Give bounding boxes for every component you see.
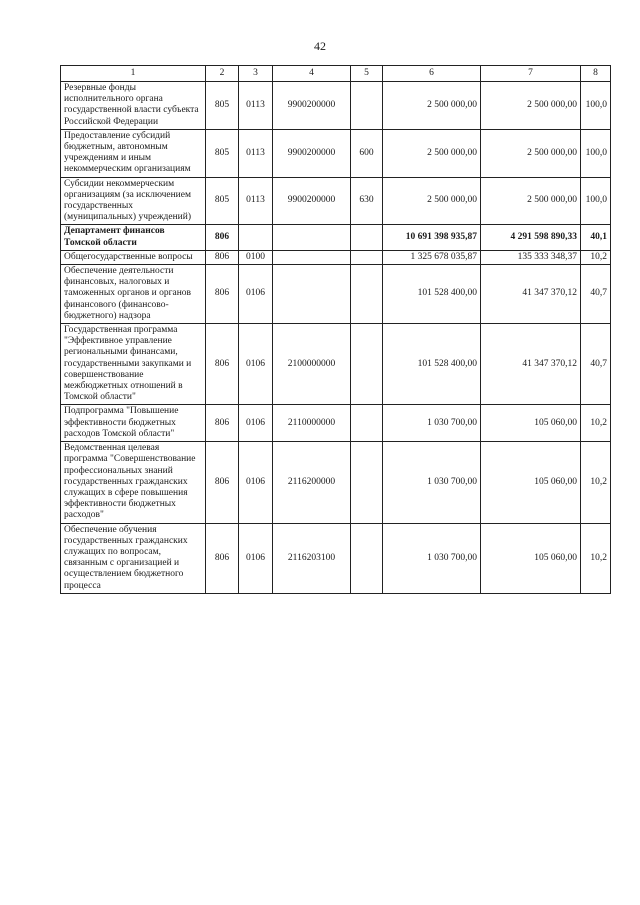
- row-fact-cell: 2 500 000,00: [481, 129, 581, 177]
- row-percent-cell: 100,0: [581, 129, 611, 177]
- row-razdel-cell: 0106: [239, 265, 273, 324]
- row-ved-cell: 806: [206, 324, 239, 405]
- row-fact-cell: 2 500 000,00: [481, 177, 581, 225]
- row-ved-cell: 806: [206, 405, 239, 442]
- row-plan-cell: 101 528 400,00: [383, 324, 481, 405]
- row-csr-cell: [273, 225, 351, 250]
- column-header: 1: [61, 66, 206, 82]
- row-razdel-cell: [239, 225, 273, 250]
- row-plan-cell: 2 500 000,00: [383, 82, 481, 130]
- column-header: 2: [206, 66, 239, 82]
- row-percent-cell: 10,2: [581, 442, 611, 523]
- row-ved-cell: 806: [206, 225, 239, 250]
- table-row: [61, 177, 611, 225]
- row-csr-cell: 9900200000: [273, 82, 351, 130]
- table-row: [61, 225, 611, 250]
- row-csr-cell: 2110000000: [273, 405, 351, 442]
- row-fact-cell: 135 333 348,37: [481, 250, 581, 264]
- row-razdel-cell: 0113: [239, 177, 273, 225]
- row-percent-cell: 40,7: [581, 324, 611, 405]
- row-ved-cell: 806: [206, 442, 239, 523]
- row-percent-cell: 40,7: [581, 265, 611, 324]
- row-ved-cell: 806: [206, 250, 239, 264]
- row-percent-cell: 10,2: [581, 523, 611, 593]
- row-name-cell: Департамент финансов Томской области: [61, 225, 206, 250]
- row-plan-cell: 101 528 400,00: [383, 265, 481, 324]
- row-vr-cell: 630: [351, 177, 383, 225]
- row-percent-cell: 40,1: [581, 225, 611, 250]
- row-name-cell: Субсидии некоммерческим организациям (за исключением государственных (муниципальных) учреждений): [61, 177, 206, 225]
- row-percent-cell: 100,0: [581, 177, 611, 225]
- column-header: 4: [273, 66, 351, 82]
- row-razdel-cell: 0113: [239, 129, 273, 177]
- row-name-cell: Ведомственная целевая программа "Совершенствование профессиональных знаний государственных гражданских служащих в сфере повышения эффективности бюджетных расходов": [61, 442, 206, 523]
- row-fact-cell: 105 060,00: [481, 523, 581, 593]
- row-razdel-cell: 0106: [239, 523, 273, 593]
- row-csr-cell: 9900200000: [273, 177, 351, 225]
- table-row: [61, 523, 611, 593]
- table-row: [61, 129, 611, 177]
- row-razdel-cell: 0106: [239, 405, 273, 442]
- row-csr-cell: 2100000000: [273, 324, 351, 405]
- row-fact-cell: 105 060,00: [481, 442, 581, 523]
- row-vr-cell: [351, 405, 383, 442]
- row-percent-cell: 10,2: [581, 250, 611, 264]
- row-fact-cell: 41 347 370,12: [481, 265, 581, 324]
- row-name-cell: Государственная программа "Эффективное управление региональными финансами, государственными закупками и совершенствование межбюджетных отношений в Томской области": [61, 324, 206, 405]
- row-razdel-cell: 0106: [239, 442, 273, 523]
- row-vr-cell: [351, 523, 383, 593]
- row-name-cell: Обеспечение деятельности финансовых, налоговых и таможенных органов и органов финансового (финансово-бюджетного) надзора: [61, 265, 206, 324]
- column-header: 6: [383, 66, 481, 82]
- row-razdel-cell: 0106: [239, 324, 273, 405]
- row-plan-cell: 1 030 700,00: [383, 523, 481, 593]
- table-row: [61, 250, 611, 264]
- row-plan-cell: 1 030 700,00: [383, 405, 481, 442]
- row-csr-cell: [273, 250, 351, 264]
- row-name-cell: Резервные фонды исполнительного органа государственной власти субъекта Российской Федерации: [61, 82, 206, 130]
- row-csr-cell: 2116203100: [273, 523, 351, 593]
- row-csr-cell: 9900200000: [273, 129, 351, 177]
- row-plan-cell: 1 030 700,00: [383, 442, 481, 523]
- row-vr-cell: [351, 82, 383, 130]
- row-fact-cell: 4 291 598 890,33: [481, 225, 581, 250]
- row-name-cell: Общегосударственные вопросы: [61, 250, 206, 264]
- row-ved-cell: 806: [206, 523, 239, 593]
- budget-table: [60, 65, 611, 594]
- row-csr-cell: [273, 265, 351, 324]
- column-header: 7: [481, 66, 581, 82]
- header-row: [61, 66, 611, 82]
- row-ved-cell: 806: [206, 265, 239, 324]
- table-row: [61, 405, 611, 442]
- row-name-cell: Обеспечение обучения государственных гражданских служащих по вопросам, связанным с организацией и осуществлением бюджетного процесса: [61, 523, 206, 593]
- row-razdel-cell: 0100: [239, 250, 273, 264]
- table-row: [61, 82, 611, 130]
- row-name-cell: Подпрограмма "Повышение эффективности бюджетных расходов Томской области": [61, 405, 206, 442]
- row-ved-cell: 805: [206, 177, 239, 225]
- row-fact-cell: 105 060,00: [481, 405, 581, 442]
- page-number: 42: [314, 39, 326, 53]
- row-ved-cell: 805: [206, 82, 239, 130]
- row-percent-cell: 10,2: [581, 405, 611, 442]
- row-vr-cell: [351, 265, 383, 324]
- row-vr-cell: 600: [351, 129, 383, 177]
- row-vr-cell: [351, 442, 383, 523]
- row-plan-cell: 2 500 000,00: [383, 129, 481, 177]
- table-row: [61, 442, 611, 523]
- table-row: [61, 265, 611, 324]
- row-vr-cell: [351, 250, 383, 264]
- column-header: 8: [581, 66, 611, 82]
- column-header: 3: [239, 66, 273, 82]
- row-fact-cell: 2 500 000,00: [481, 82, 581, 130]
- row-ved-cell: 805: [206, 129, 239, 177]
- row-name-cell: Предоставление субсидий бюджетным, автономным учреждениям и иным некоммерческим организациям: [61, 129, 206, 177]
- row-plan-cell: 1 325 678 035,87: [383, 250, 481, 264]
- row-fact-cell: 41 347 370,12: [481, 324, 581, 405]
- row-percent-cell: 100,0: [581, 82, 611, 130]
- column-header: 5: [351, 66, 383, 82]
- row-vr-cell: [351, 225, 383, 250]
- row-vr-cell: [351, 324, 383, 405]
- row-razdel-cell: 0113: [239, 82, 273, 130]
- row-csr-cell: 2116200000: [273, 442, 351, 523]
- row-plan-cell: 2 500 000,00: [383, 177, 481, 225]
- table-row: [61, 324, 611, 405]
- row-plan-cell: 10 691 398 935,87: [383, 225, 481, 250]
